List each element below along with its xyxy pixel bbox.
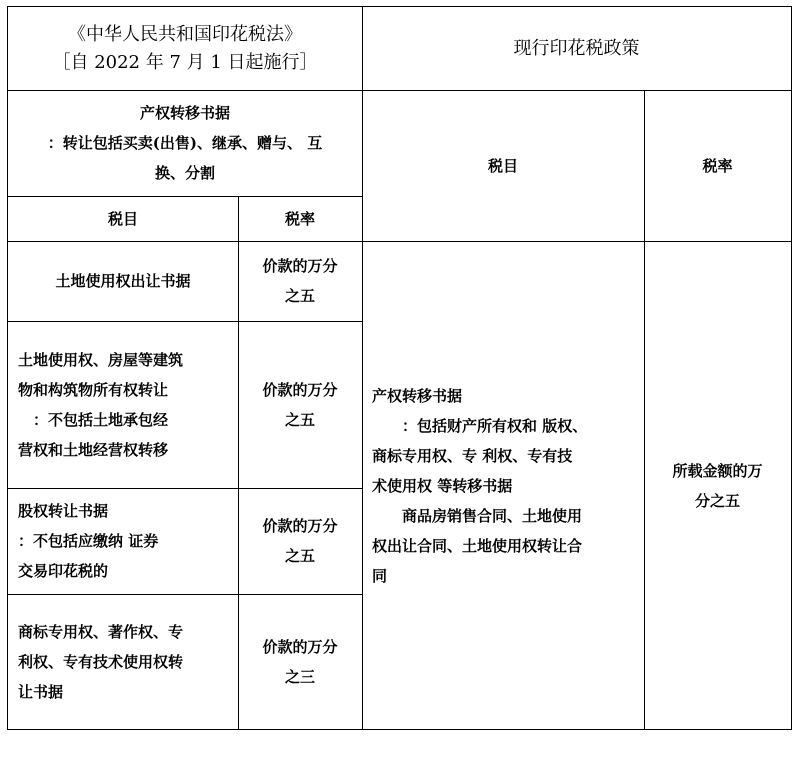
row4-rate-line2: 之三	[284, 668, 315, 686]
category-desc-line1: ：转让包括买卖(出售)、继承、赠与、 互	[47, 134, 323, 152]
row1-rate-line1: 价款的万分	[262, 257, 338, 275]
law-title: 《中华人民共和国印花税法》	[67, 23, 302, 45]
law-title-cell	[8, 7, 362, 90]
row4-item-line2: 利权、专有技术使用权转	[18, 653, 184, 671]
left-row-4-rate	[238, 594, 362, 730]
row3-item-line1: 股权转让书据	[18, 502, 109, 520]
current-policy-item-cell	[362, 241, 644, 730]
left-row-1-rate	[238, 241, 362, 321]
left-col-header-item	[8, 196, 238, 241]
row2-rate-line2: 之五	[284, 410, 315, 429]
category-desc-line2: 换、分割	[154, 164, 215, 182]
category-cell	[8, 90, 362, 196]
right-col-item-label: 税目	[487, 156, 518, 175]
category-title: 产权转移书据	[139, 104, 230, 122]
row3-item-line2: ：不包括应缴纳 证券	[18, 532, 159, 550]
current-policy-title-cell	[362, 7, 791, 90]
current-policy-title: 现行印花税政策	[513, 37, 640, 59]
tax-comparison-table	[7, 6, 792, 730]
policy-line2: ：包括财产所有权和 版权、	[372, 416, 588, 435]
row2-item-line1: 土地使用权、房屋等建筑	[18, 350, 184, 369]
row3-rate-line1: 价款的万分	[262, 517, 338, 535]
left-row-2-rate	[238, 321, 362, 488]
left-row-4-item	[8, 594, 238, 730]
left-row-3-rate	[238, 488, 362, 594]
policy-line6: 权出让合同、土地使用权转让合	[372, 536, 583, 555]
row2-item-line3: ：不包括土地承包经	[18, 410, 169, 429]
row2-item-line4: 营权和土地经营权转移	[18, 440, 169, 459]
right-col-header-item	[362, 90, 644, 241]
policy-line7: 同	[372, 566, 388, 585]
left-col-rate-label: 税率	[284, 209, 315, 228]
row2-item-line2: 物和构筑物所有权转让	[18, 380, 169, 399]
row3-rate-line2: 之五	[284, 547, 315, 565]
left-row-3-item	[8, 488, 238, 594]
policy-line3: 商标专用权、专 利权、专有技	[372, 446, 573, 465]
right-col-rate-label: 税率	[702, 156, 733, 175]
left-col-header-rate	[238, 196, 362, 241]
left-row-2-item	[8, 321, 238, 488]
row4-item-line3: 让书据	[18, 683, 64, 701]
row2-rate-line1: 价款的万分	[262, 380, 338, 399]
row1-item-line1: 土地使用权出让书据	[55, 272, 191, 290]
left-row-1-item	[8, 241, 238, 321]
row3-item-line3: 交易印花税的	[18, 562, 109, 580]
row4-rate-line1: 价款的万分	[262, 638, 338, 656]
row1-rate-line2: 之五	[284, 287, 315, 305]
current-policy-rate-cell	[644, 241, 791, 730]
policy-rate-line1: 所载金额的万	[672, 461, 763, 480]
policy-line5: 商品房销售合同、土地使用	[372, 506, 583, 525]
left-col-item-label: 税目	[107, 209, 138, 228]
policy-rate-line2: 分之五	[694, 491, 740, 510]
law-effective-date: ［自 2022 年 7 月 1 日起施行］	[52, 51, 318, 73]
row4-item-line1: 商标专用权、著作权、专	[18, 623, 184, 641]
policy-line4: 术使用权 等转移书据	[372, 476, 513, 495]
policy-line1: 产权转移书据	[372, 386, 463, 405]
right-col-header-rate	[644, 90, 791, 241]
